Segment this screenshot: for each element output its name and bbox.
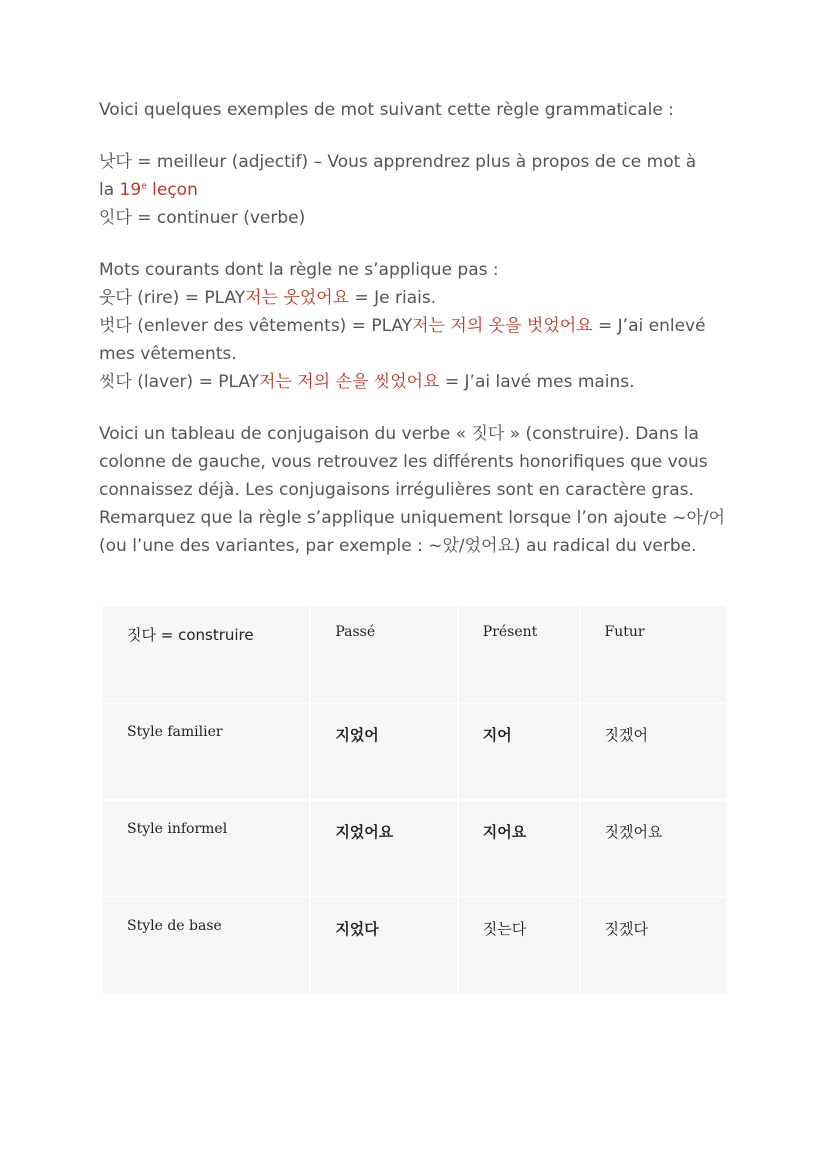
present-cell: 짓는다 bbox=[458, 897, 580, 994]
future-cell: 짓겠어요 bbox=[580, 800, 727, 897]
row-label: Style de base bbox=[102, 897, 310, 994]
exception-2-korean: 저는 저의 옷을 벗었어요 bbox=[412, 316, 593, 336]
exceptions-title: Mots courants dont la règle ne s’applique pas : bbox=[99, 260, 499, 280]
present-cell: 지어 bbox=[458, 703, 580, 800]
document-body bbox=[99, 96, 739, 560]
header-verb: 짓다 = construire bbox=[102, 605, 310, 703]
table-row bbox=[102, 897, 727, 994]
table-row bbox=[102, 703, 727, 800]
present-cell: 지어요 bbox=[458, 800, 580, 897]
example-2: 잇다 = continuer (verbe) bbox=[99, 208, 306, 228]
header-past: Passé bbox=[310, 605, 457, 703]
example-1-text: 낫다 = meilleur (adjectif) – Vous apprendrez plus à propos de ce mot à bbox=[99, 152, 697, 172]
row-label: Style informel bbox=[102, 800, 310, 897]
lesson-link[interactable]: 19e leçon bbox=[119, 180, 198, 200]
future-cell: 짓겠다 bbox=[580, 897, 727, 994]
table-intro-paragraph: Voici un tableau de conjugaison du verbe « 짓다 » (construire). Dans la colonne de gauche, vous retrouvez les différents honorifiques que vous connaissez déjà. Les conjugaisons irrégulières sont en caractère gras. Remarquez que la règle s’applique uniquement lorsque l’on ajoute ~아/어 (ou l’une des variantes, par exemple : ~았/었어요) au radical du verbe. bbox=[99, 424, 726, 556]
exception-3: 씻다 (laver) = PLAY저는 저의 손을 씻었어요 = J’ai lavé mes mains. bbox=[99, 372, 635, 392]
exception-2: 벗다 (enlever des vêtements) = PLAY저는 저의 옷을 벗었어요 = J’ai enlevé mes vêtements. bbox=[99, 316, 706, 364]
past-cell: 지었어요 bbox=[310, 800, 457, 897]
future-cell: 짓겠어 bbox=[580, 703, 727, 800]
table-row bbox=[102, 800, 727, 897]
row-label: Style familier bbox=[102, 703, 310, 800]
exception-3-korean: 저는 저의 손을 씻었어요 bbox=[259, 372, 440, 392]
example-1: 낫다 = meilleur (adjectif) – Vous apprendrez plus à propos de ce mot à la 19e leçon bbox=[99, 152, 697, 200]
intro-text: Voici quelques exemples de mot suivant cette règle grammaticale : bbox=[99, 100, 674, 120]
table-header-row bbox=[102, 605, 727, 703]
header-future: Futur bbox=[580, 605, 727, 703]
past-cell: 지었다 bbox=[310, 897, 457, 994]
conjugation-table bbox=[101, 604, 728, 995]
past-cell: 지었어 bbox=[310, 703, 457, 800]
header-present: Présent bbox=[458, 605, 580, 703]
exception-1: 웃다 (rire) = PLAY저는 웃었어요 = Je riais. bbox=[99, 288, 437, 308]
exception-1-korean: 저는 웃었어요 bbox=[245, 288, 350, 308]
